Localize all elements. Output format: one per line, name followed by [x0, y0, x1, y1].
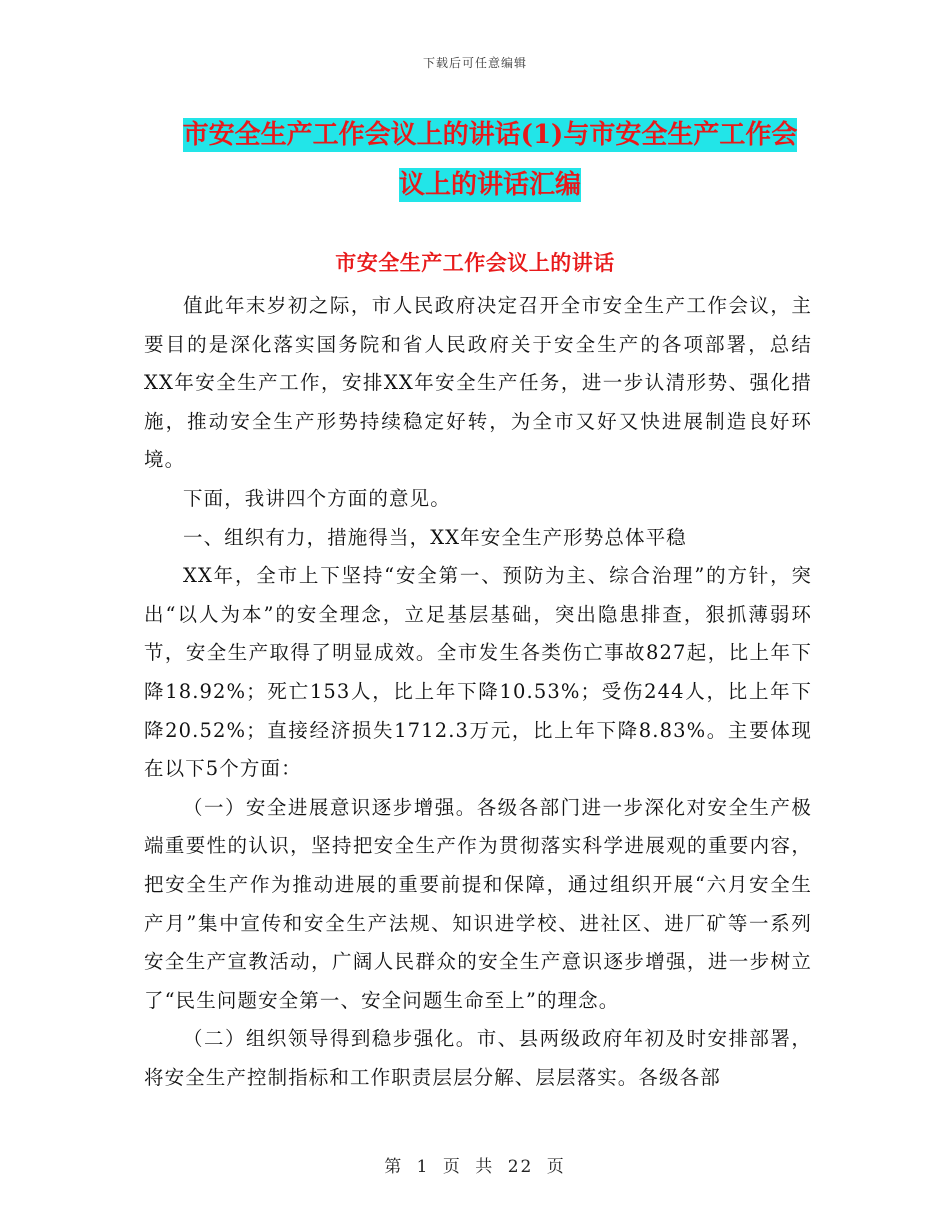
- document-body: [144, 287, 812, 1097]
- paragraph: 下面，我讲四个方面的意见。: [183, 486, 451, 510]
- page-number-footer: 第 1 页 共 22 页: [384, 1157, 566, 1177]
- section-title: 市安全生产工作会议上的讲话: [335, 250, 615, 275]
- paragraph: （一）安全进展意识逐步增强。各级各部门进一步深化对安全生产极端重要性的认识，坚持把安全生产作为贯彻落实科学进展观的重要内容，把安全生产作为推动进展的重要前提和保障，通过组织开展“六月安全生产月”集中宣传和安全生产法规、知识进学校、进社区、进厂矿等一系列安全生产宣教活动，广阔人民群众的安全生产意识逐步增强，进一步树立了“民生问题安全第一、安全问题生命至上”的理念。: [144, 795, 812, 1012]
- paragraph: 一、组织有力，措施得当，XX年安全生产形势总体平稳: [183, 525, 687, 549]
- paragraph: （二）组织领导得到稳步强化。市、县两级政府年初及时安排部署，将安全生产控制指标和工作职责层层分解、层层落实。各级各部: [144, 1027, 812, 1089]
- document-title: [140, 110, 840, 210]
- header-note: 下载后可任意编辑: [422, 56, 527, 70]
- document-title-line-1: 市安全生产工作会议上的讲话(1)与市安全生产工作会: [182, 120, 798, 150]
- paragraph: 值此年末岁初之际，市人民政府决定召开全市安全生产工作会议，主要目的是深化落实国务院和省人民政府关于安全生产的各项部署，总结XX年安全生产工作，安排XX年安全生产任务，进一步认清形势、强化措施，推动安全生产形势持续稳定好转，为全市又好又快进展制造良好环境。: [144, 294, 812, 472]
- paragraph: XX年，全市上下坚持“安全第一、预防为主、综合治理”的方针，突出“以人为本”的安全理念，立足基层基础，突出隐患排查，狠抓薄弱环节，安全生产取得了明显成效。全市发生各类伤亡事故827起，比上年下降18.92%；死亡153人，比上年下降10.53%；受伤244人，比上年下降20.52%；直接经济损失1712.3万元，比上年下降8.83%。主要体现在以下5个方面：: [144, 564, 812, 781]
- document-title-line-2: 议上的讲话汇编: [398, 170, 581, 200]
